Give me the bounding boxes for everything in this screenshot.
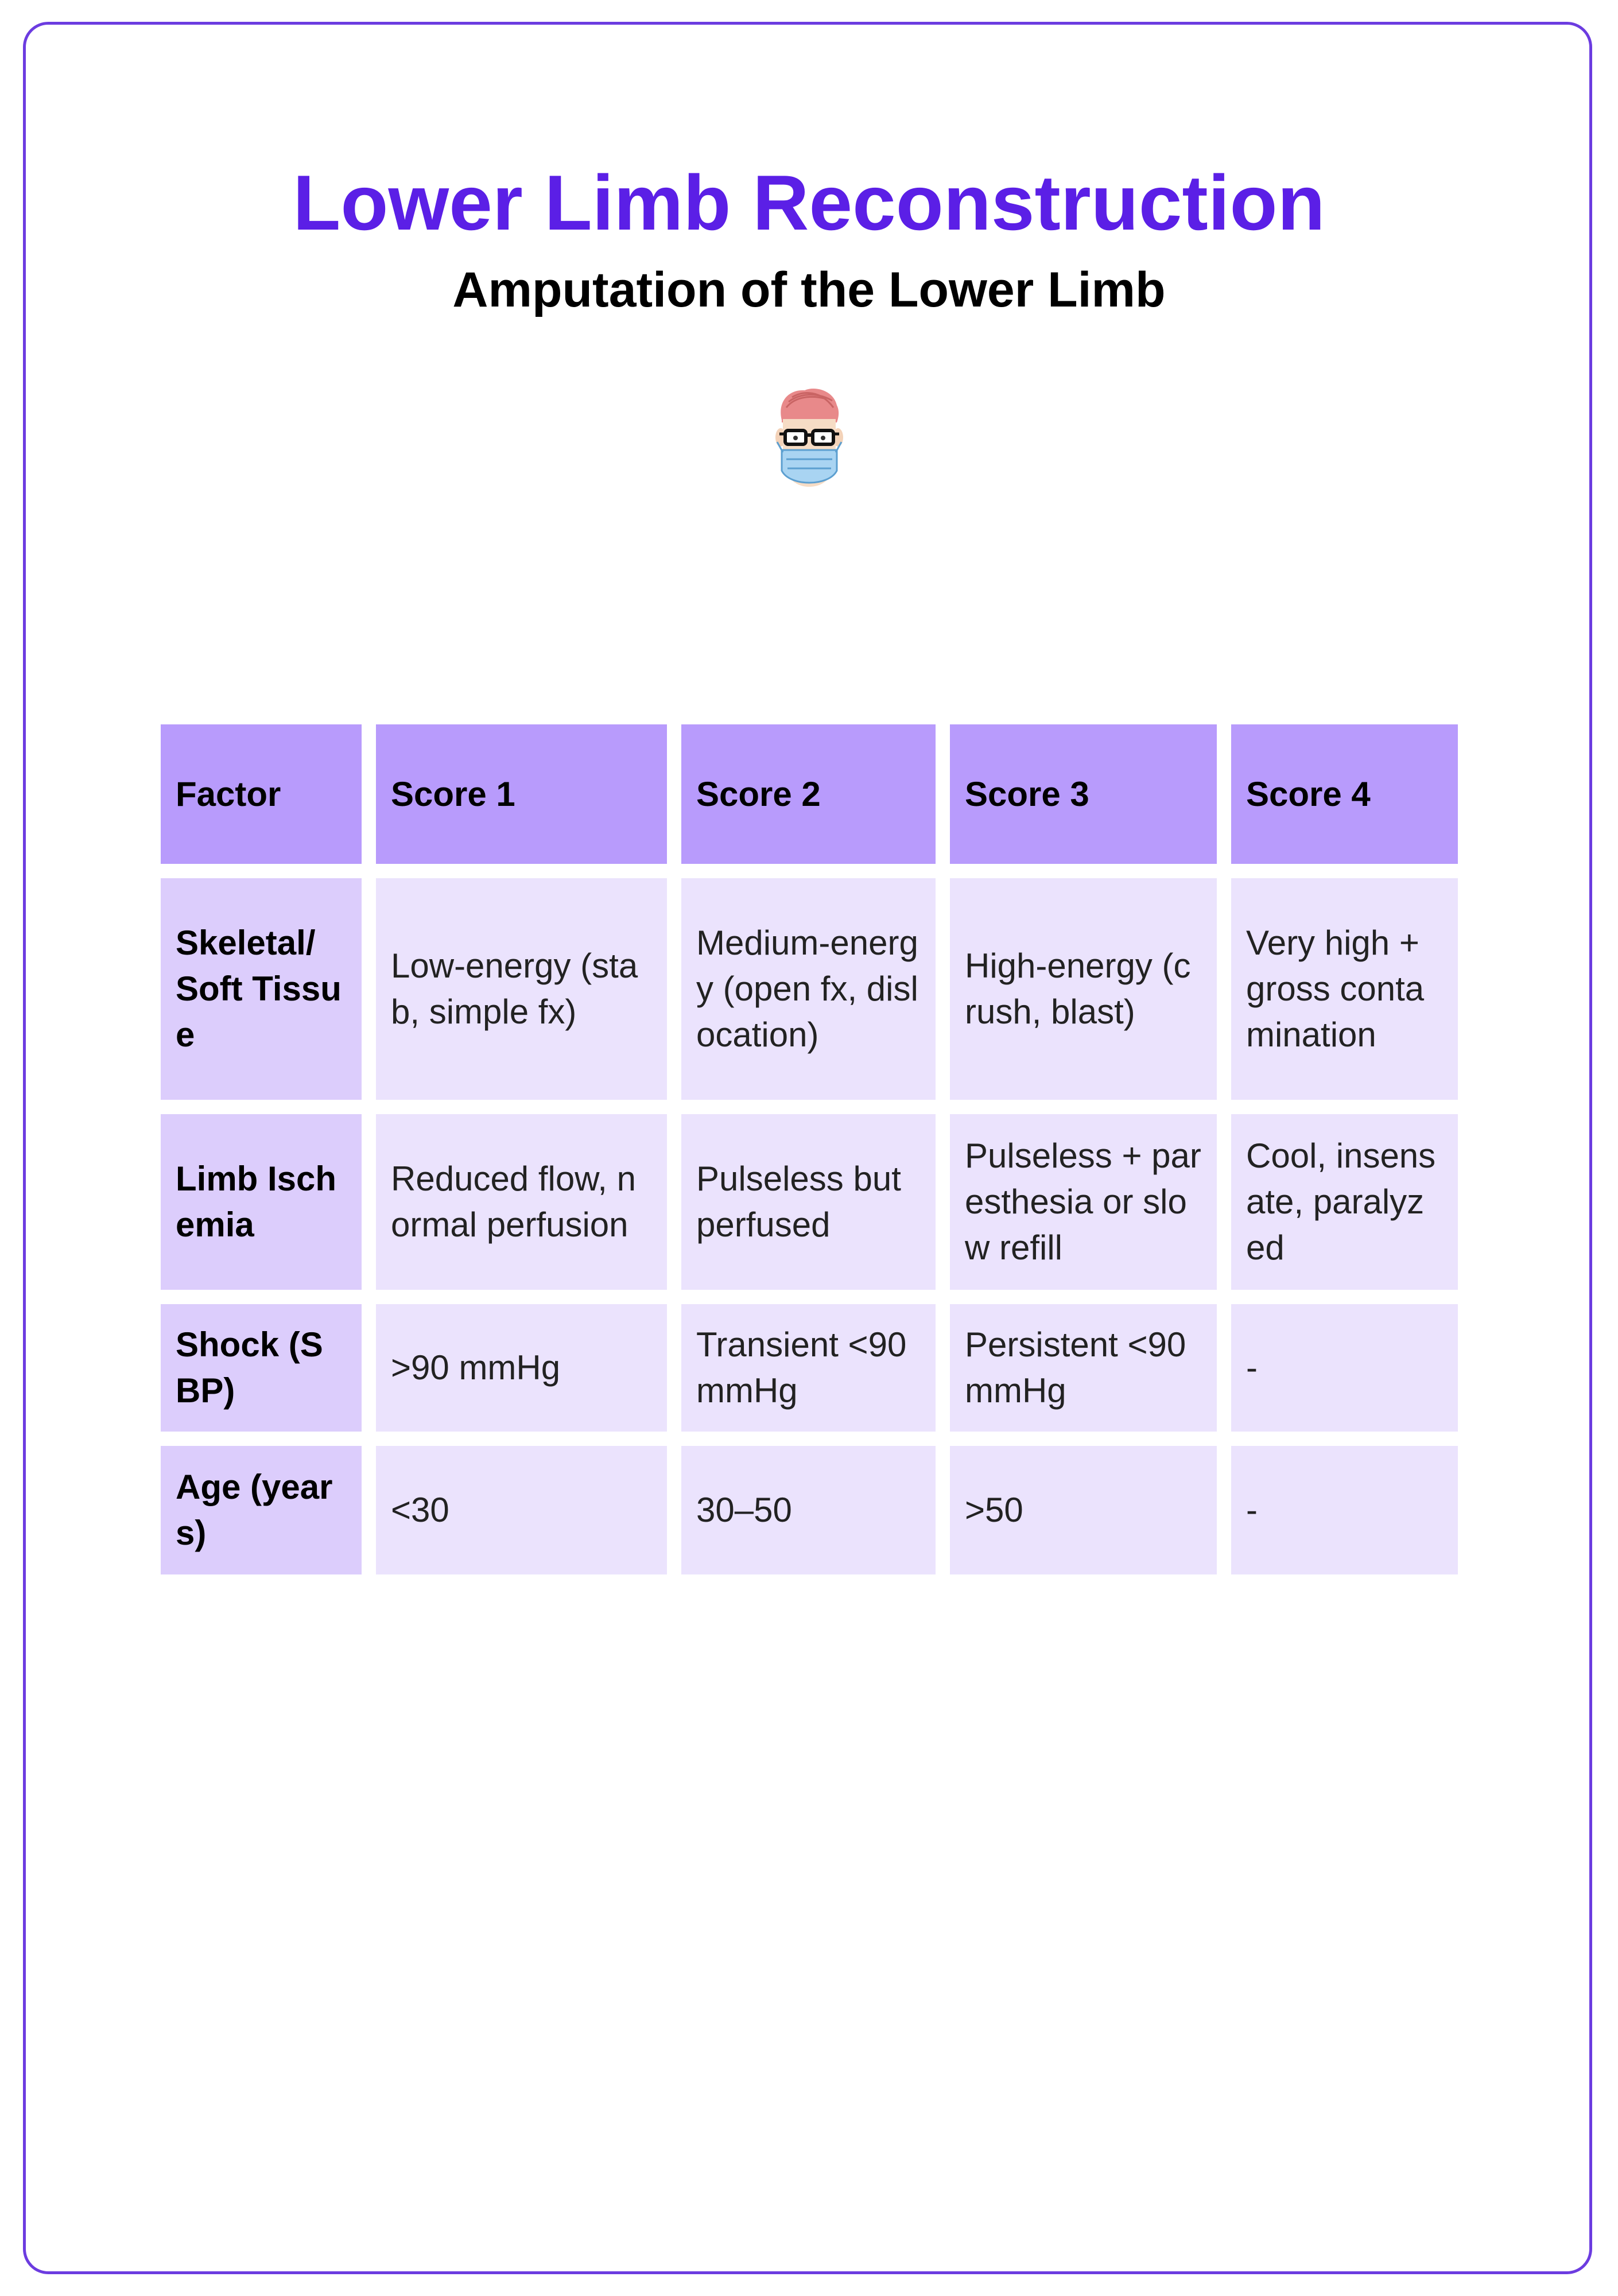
table-cell: <30 (376, 1446, 667, 1574)
table-cell: Cool, insensate, paralyzed (1231, 1114, 1458, 1290)
table-header-score-2: Score 2 (681, 724, 936, 864)
doctor-face-icon (769, 385, 849, 494)
scoring-table (161, 724, 1458, 1574)
table-cell: Persistent <90 mmHg (950, 1304, 1217, 1432)
table-cell: 30–50 (681, 1446, 936, 1574)
table-row-factor: Limb Ischemia (161, 1114, 362, 1290)
table-cell: High-energy (crush, blast) (950, 878, 1217, 1100)
table-cell: Very high + gross contamination (1231, 878, 1458, 1100)
table-cell: - (1231, 1446, 1458, 1574)
table-cell: Medium-energy (open fx, dislocation) (681, 878, 936, 1100)
table-header-score-1: Score 1 (376, 724, 667, 864)
table-header-score-3: Score 3 (950, 724, 1217, 864)
table-cell: Pulseless but perfused (681, 1114, 936, 1290)
table-cell: - (1231, 1304, 1458, 1432)
page-title: Lower Limb Reconstruction (293, 159, 1325, 246)
table-header-score-4: Score 4 (1231, 724, 1458, 864)
table-cell: Transient <90 mmHg (681, 1304, 936, 1432)
table-cell: Low-energy (stab, simple fx) (376, 878, 667, 1100)
table-cell: Pulseless + paresthesia or slow refill (950, 1114, 1217, 1290)
table-cell: >90 mmHg (376, 1304, 667, 1432)
page-subtitle: Amputation of the Lower Limb (452, 262, 1166, 317)
table-row-factor: Skeletal/ Soft Tissue (161, 878, 362, 1100)
table-row-factor: Shock (SBP) (161, 1304, 362, 1432)
table-header-factor: Factor (161, 724, 362, 864)
table-cell: >50 (950, 1446, 1217, 1574)
table-row-factor: Age (years) (161, 1446, 362, 1574)
table-cell: Reduced flow, normal perfusion (376, 1114, 667, 1290)
